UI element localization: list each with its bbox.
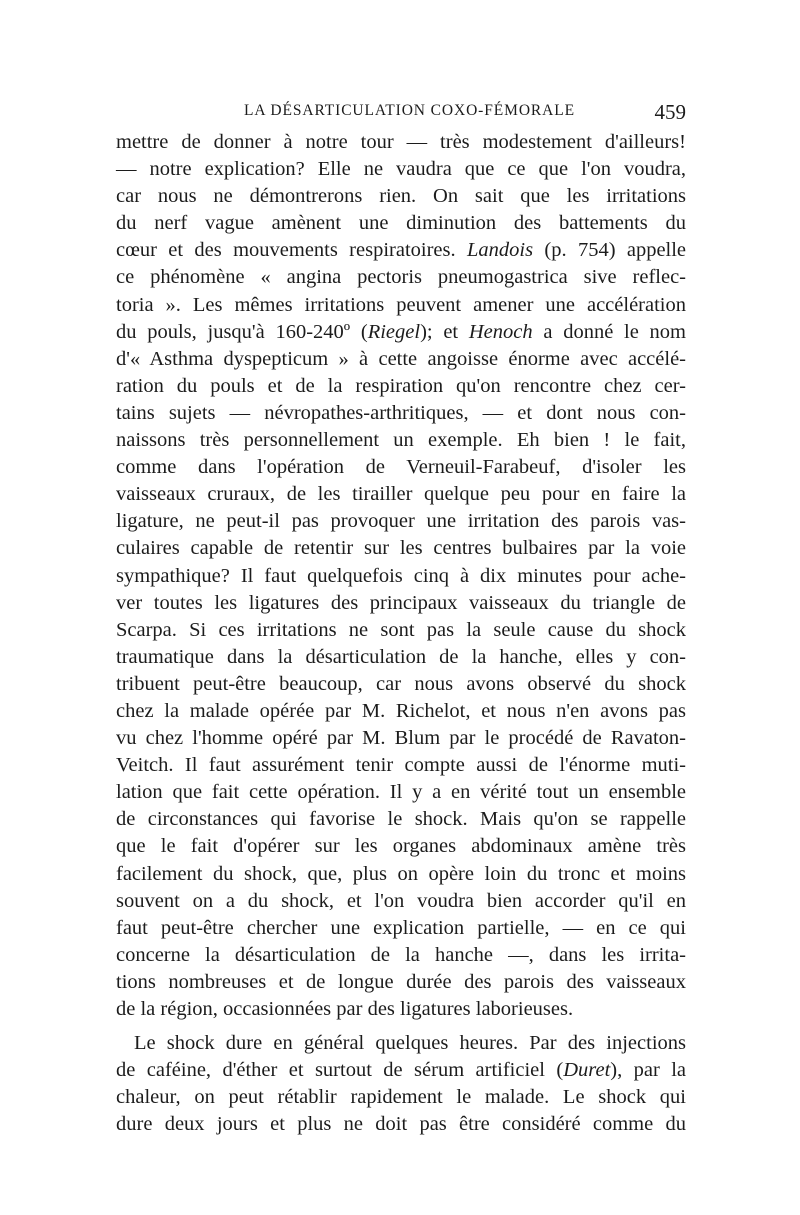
text-line: vaisseaux cruraux, de les tirailler quelque peu pour en faire la	[116, 483, 686, 506]
text-line: que le fait d'opérer sur les organes abdominaux amène très	[116, 835, 686, 858]
page-number: 459	[654, 100, 686, 124]
text-line: tribuent peut-être beaucoup, car nous avons observé du shock	[116, 672, 686, 695]
text-run: du pouls, jusqu'à 160-240º (	[116, 320, 368, 343]
text-line: chaleur, on peut rétablir rapidement le malade. Le shock qui	[116, 1086, 686, 1109]
text-line: facilement du shock, que, plus on opère loin du tronc et moins	[116, 862, 686, 885]
text-line: de la région, occasionnées par des ligatures laborieuses.	[116, 998, 574, 1020]
text-line: souvent on a du shock, et l'on voudra bien accorder qu'il en	[116, 889, 686, 912]
text-run: a donné le nom	[543, 320, 686, 343]
cited-author-landois: Landois	[466, 239, 534, 262]
text-run: de caféine, d'éther et surtout de sérum artificiel (	[116, 1059, 564, 1082]
text-line: naissons très personnellement un exemple. Eh bien ! le fait,	[116, 429, 686, 452]
text-line: culaires capable de retentir sur les centres bulbaires par la voie	[116, 537, 686, 560]
text-line: tains sujets — névropathes-arthritiques, — et dont nous con-	[116, 401, 686, 424]
text-run: (p. 754) appelle	[544, 239, 687, 262]
cited-author-riegel: Riegel	[367, 320, 421, 343]
text-run: ), par la	[610, 1059, 687, 1082]
body-text	[116, 129, 686, 1138]
text-line: du nerf vague amènent une diminution des battements du	[116, 212, 686, 235]
text-line: toria ». Les mêmes irritations peuvent amener une accélération	[116, 293, 686, 316]
running-head	[116, 100, 686, 122]
cited-author-duret: Duret	[563, 1059, 611, 1082]
text-line: lation que fait cette opération. Il y a en vérité tout un ensemble	[116, 781, 686, 804]
text-line: ce phénomène « angina pectoris pneumogastrica sive reflec-	[116, 266, 686, 289]
text-line: dure deux jours et plus ne doit pas être considéré comme du	[116, 1113, 686, 1136]
text-line: sympathique? Il faut quelquefois cinq à dix minutes pour ache-	[116, 564, 686, 587]
cited-author-henoch: Henoch	[468, 320, 533, 343]
text-line: comme dans l'opération de Verneuil-Farabeuf, d'isoler les	[116, 456, 686, 479]
text-run: cœur et des mouvements respiratoires.	[116, 239, 456, 262]
text-line: ver toutes les ligatures des principaux vaisseaux du triangle de	[116, 591, 686, 614]
text-line: d'« Asthma dyspepticum » à cette angoisse énorme avec accélé-	[116, 347, 686, 370]
text-line: Scarpa. Si ces irritations ne sont pas la seule cause du shock	[116, 618, 686, 641]
text-line	[116, 1057, 686, 1084]
running-title: LA DÉSARTICULATION COXO-FÉMORALE	[244, 102, 575, 119]
text-line: ration du pouls et de la respiration qu'on rencontre chez cer-	[116, 374, 686, 397]
text-line: Veitch. Il faut assurément tenir compte aussi de l'énorme muti-	[116, 754, 686, 777]
text-line: — notre explication? Elle ne vaudra que ce que l'on voudra,	[116, 158, 686, 181]
text-line	[116, 237, 686, 264]
text-line: mettre de donner à notre tour — très modestement d'ailleurs!	[116, 131, 686, 153]
text-line	[116, 319, 686, 346]
text-line: vu chez l'homme opéré par M. Blum par le procédé de Ravaton-	[116, 727, 686, 750]
text-line: ligature, ne peut-il pas provoquer une irritation des parois vas-	[116, 510, 686, 533]
text-line: tions nombreuses et de longue durée des parois des vaisseaux	[116, 970, 686, 993]
text-line: concerne la désarticulation de la hanche —, dans les irrita-	[116, 943, 686, 966]
text-run: ); et	[420, 320, 459, 343]
text-line: Le shock dure en général quelques heures. Par des injections	[134, 1032, 686, 1055]
text-line: traumatique dans la désarticulation de la hanche, elles y con-	[116, 645, 686, 668]
text-line: car nous ne démontrerons rien. On sait que les irritations	[116, 185, 686, 208]
text-line: chez la malade opérée par M. Richelot, et nous n'en avons pas	[116, 699, 686, 722]
text-line: de circonstances qui favorise le shock. Mais qu'on se rappelle	[116, 808, 686, 831]
text-line: faut peut-être chercher une explication partielle, — en ce qui	[116, 916, 686, 939]
